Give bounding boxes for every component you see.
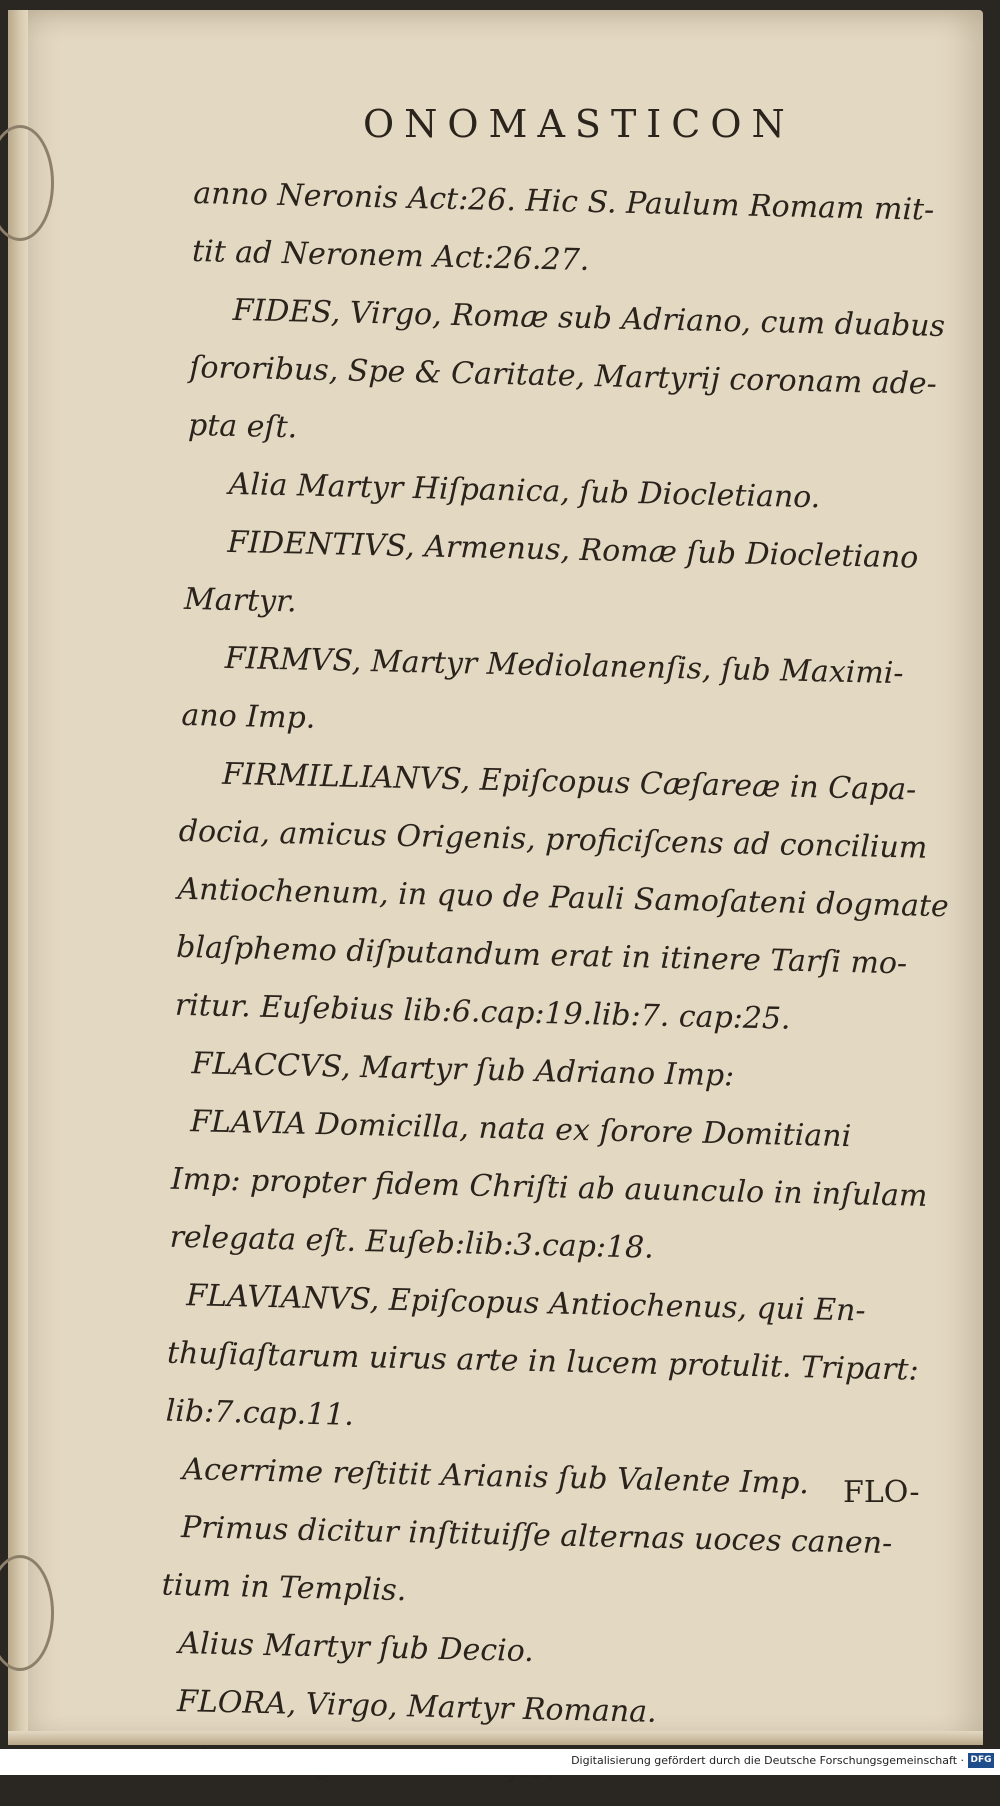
text-line: FLAVIA Domicilla, nata ex ſorore Domitiani [189,1104,852,1155]
catchword: FLO- [843,1475,920,1510]
text-line: ritur. Euſebius lib:6.cap:19.lib:7. cap:25. [174,987,791,1037]
page-gutter [8,10,28,1745]
text-line: lib:7.cap.11. [165,1393,355,1433]
text-line: relegata eſt. Euſeb:lib:3.cap:18. [169,1219,655,1266]
text-line: docia, amicus Origenis, proficiſcens ad concilium [178,813,928,866]
text-line: Alia Martyr Hiſpanica, ſub Diocletiano. [228,466,821,516]
binding-ring-top [0,125,54,241]
binding-ring-bottom [0,1555,54,1671]
text-line: FLORA, Virgo, Martyr Romana. [176,1684,658,1730]
text-line: FIDES, Virgo, Romæ sub Adriano, cum duabus [232,292,946,345]
text-line: ano Imp. [181,697,316,736]
text-line: Primus dicitur inſtituiſſe alternas uoces canen- [180,1510,893,1562]
text-line: FIRMVS, Martyr Mediolanenſis, ſub Maximi- [224,640,904,692]
text-line: Martyr. [183,581,298,620]
text-line: Antiochenum, in quo de Pauli Samoſateni dogmate [177,871,950,925]
book-page [8,10,983,1745]
digitization-footer [0,1749,1000,1775]
text-line: Acerrime reſtitit Arianis ſub Valente Imp. [182,1452,810,1502]
page-bottom-edge [8,1731,983,1745]
text-line: pta eſt. [187,407,298,446]
text-line: anno Neronis Act:26. Hic S. Paulum Romam mit- [192,175,935,228]
text-line: blaſphemo diſputandum erat in itinere Tarſi mo- [175,929,908,982]
text-line: FIRMILLIANVS, Epiſcopus Cæſareæ in Capa- [221,756,917,808]
running-title: ONOMASTICON [363,102,795,146]
text-line: tium in Templis. [161,1567,407,1609]
funding-credit: Digitalisierung gefördert durch die Deutsche Forschungsgemeinschaft · [571,1754,964,1767]
text-line: FIDENTIVS, Armenus, Romæ ſub Diocletiano [227,524,919,576]
text-line: tit ad Neronem Act:26.27. [191,233,590,278]
dfg-logo-icon: DFG [968,1753,994,1768]
body-text [157,165,954,1806]
text-line: Alius Martyr ſub Decio. [178,1626,535,1670]
text-line: FLACCVS, Martyr ſub Adriano Imp: [191,1046,735,1094]
text-line: Imp: propter fidem Chriſti ab auunculo in inſulam [170,1161,928,1214]
text-line: thuſiaſtarum uirus arte in lucem protulit. Tripart: [166,1335,920,1388]
text-line: FLAVIANVS, Epiſcopus Antiochenus, qui En- [185,1278,866,1329]
text-line: ſororibus, Spe & Caritate, Martyrij coronam ade- [189,349,938,402]
